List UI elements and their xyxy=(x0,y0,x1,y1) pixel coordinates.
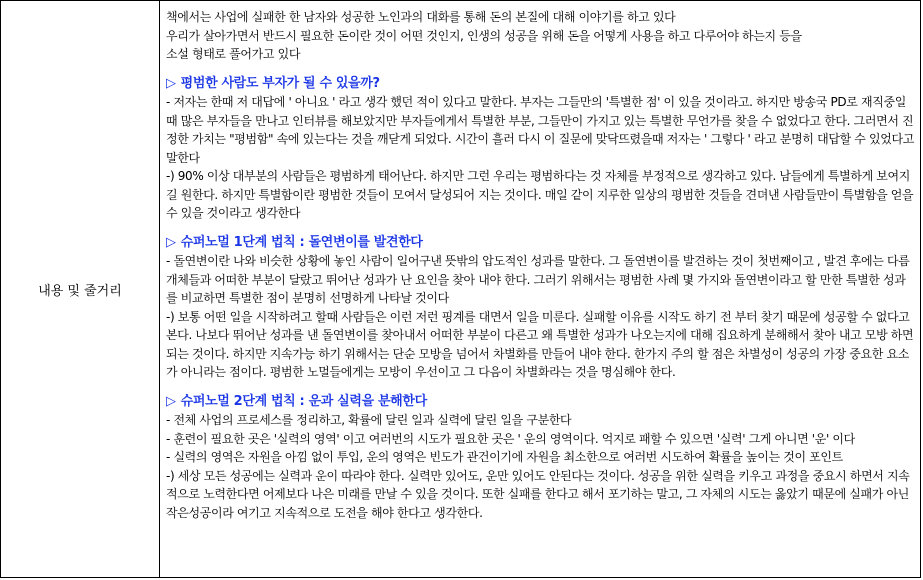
intro-line: 책에서는 사업에 실패한 한 남자와 성공한 노인과의 대화를 통해 돈의 본질에 대해 이야기를 하고 있다 xyxy=(166,10,676,24)
intro-line: 우리가 살아가면서 반드시 필요한 돈이란 것이 어떤 것인지, 인생의 성공을 위해 돈을 어떻게 사용을 하고 다루어야 하는지 등을 xyxy=(166,28,802,43)
section-1 xyxy=(166,75,916,223)
intro-line: 소설 형태로 풀어가고 있다 xyxy=(166,47,301,61)
content-cell xyxy=(160,1,920,577)
section-line: - 훈련이 필요한 곳은 '실력의 영역' 이고 여러번의 시도가 필요한 곳은 ' 운의 영역이다. 억지로 패할 수 있으면 '실력' 그게 아니면 '운' 이다 xyxy=(166,431,855,446)
section-title: 슈퍼노멀 2단계 법칙 : 운과 실력을 분해한다 xyxy=(180,393,427,409)
section-line: -) 보통 어떤 일을 시작하려고 할때 사람들은 이런 저런 핑계를 대면서 일을 미룬다. 실패할 이유를 시작도 하기 전 부터 찾기 때문에 성공할 수 없다고 본다. 나보다 뛰어난 성과를 낸 돌연변이를 찾아내서 어떠한 부분이 다른고 왜 특별한 성과가 나오는지에 대해 집요하게 분해해서 찾아 내고 모방 하면 되는 것이다. 하지만 지속가능 하기 위해서는 단순 모방을 넘어서 차별화를 만들어 내야 한다. 한가지 주의 할 점은 차별성이 성공의 가장 중요한 요소가 아니라는 점이다. 평범한 노멀들에게는 모방이 우선이고 그 다음이 차별화라는 것을 명심해야 한다. xyxy=(166,309,914,379)
section-title: 평범한 사람도 부자가 될 수 있을까? xyxy=(180,75,380,91)
section-heading xyxy=(166,75,916,94)
section-title: 슈퍼노멀 1단계 법칙 : 돌연변이를 발견한다 xyxy=(180,234,423,250)
section-line: -) 세상 모든 성공에는 실력과 운이 따라야 한다. 실력만 있어도, 운만 있어도 안된다는 것이다. 성공을 위한 실력을 키우고 과정을 중요시 하면서 지속적으로 노력한다면 어제보다 나은 미래를 만날 수 있을 것이다. 또한 실패를 한다고 해서 포기하는 말고, 그 자체의 시도는 옳았기 때문에 실패가 아닌 작은성공이라 여기고 지속적으로 도전을 해야 한다고 생각한다. xyxy=(166,468,910,520)
section-line: - 실력의 영역은 자원을 아낌 없이 투입, 운의 영역은 빈도가 관건이기에 자원을 최소한으로 여러번 시도하여 확률을 높이는 것이 포인트 xyxy=(166,450,843,464)
section-3 xyxy=(166,393,916,523)
section-2 xyxy=(166,234,916,382)
triangle-icon: ▷ xyxy=(166,393,176,409)
triangle-icon: ▷ xyxy=(166,234,176,250)
section-heading xyxy=(166,234,916,253)
section-line: - 돌연변이란 나와 비슷한 상황에 놓인 사람이 일어구낸 뜻밖의 압도적인 성과를 말한다. 그 돌연변이를 발견하는 것이 첫번째이고 , 발견 후에는 다름 개체들과 어떠한 부분이 달랐고 뛰어난 성과가 난 요인을 찾아 내야 한다. 그러기 위해서는 평범한 사례 몇 가지와 돌연변이라고 할 만한 특별한 성과를 비교하면 특별한 점이 분명히 선명하게 나타날 것이다 xyxy=(166,254,910,305)
intro-block xyxy=(166,8,916,64)
section-line: -) 90% 이상 대부분의 사람들은 평범하게 태어난다. 하지만 그런 우리는 평범하다는 것 자체를 부정적으로 생각하고 있다. 남들에게 특별하게 보여지길 원한다. 하지만 특별함이란 평범한 것들이 모여서 달성되어 지는 것이다. 매일 같이 지루한 일상의 평범한 것들을 견뎌낸 사람들만이 특별함을 얻을 수 있을 것이라고 생각한다 xyxy=(166,169,914,220)
triangle-icon: ▷ xyxy=(166,75,176,91)
section-line: - 전체 사업의 프로세스를 정리하고, 확률에 달린 일과 실력에 달린 일을 구분한다 xyxy=(166,413,572,427)
section-heading xyxy=(166,393,916,412)
section-line: - 저자는 한때 저 대답에 ' 아니요 ' 라고 생각 했던 적이 있다고 말한다. 부자는 그들만의 '특별한 점' 이 있을 것이라고. 하지만 방송국 PD로 재직중일때 많은 부자들을 만나고 인터뷰를 해보았지만 부자들에게서 특별한 부분, 그들만이 가지고 있는 특별한 무언가를 찾을 수 없었다고 한다. 그러면서 진정한 가치는 "평범함" 속에 있는다는 것을 깨닫게 되었다. 시간이 흘러 다시 이 질문에 맞닥뜨렸을때 저자는 ' 그렇다 ' 라고 분명히 대답할 수 있었다고 말한다 xyxy=(166,95,914,165)
row-label: 내용 및 줄거리 xyxy=(1,1,160,577)
